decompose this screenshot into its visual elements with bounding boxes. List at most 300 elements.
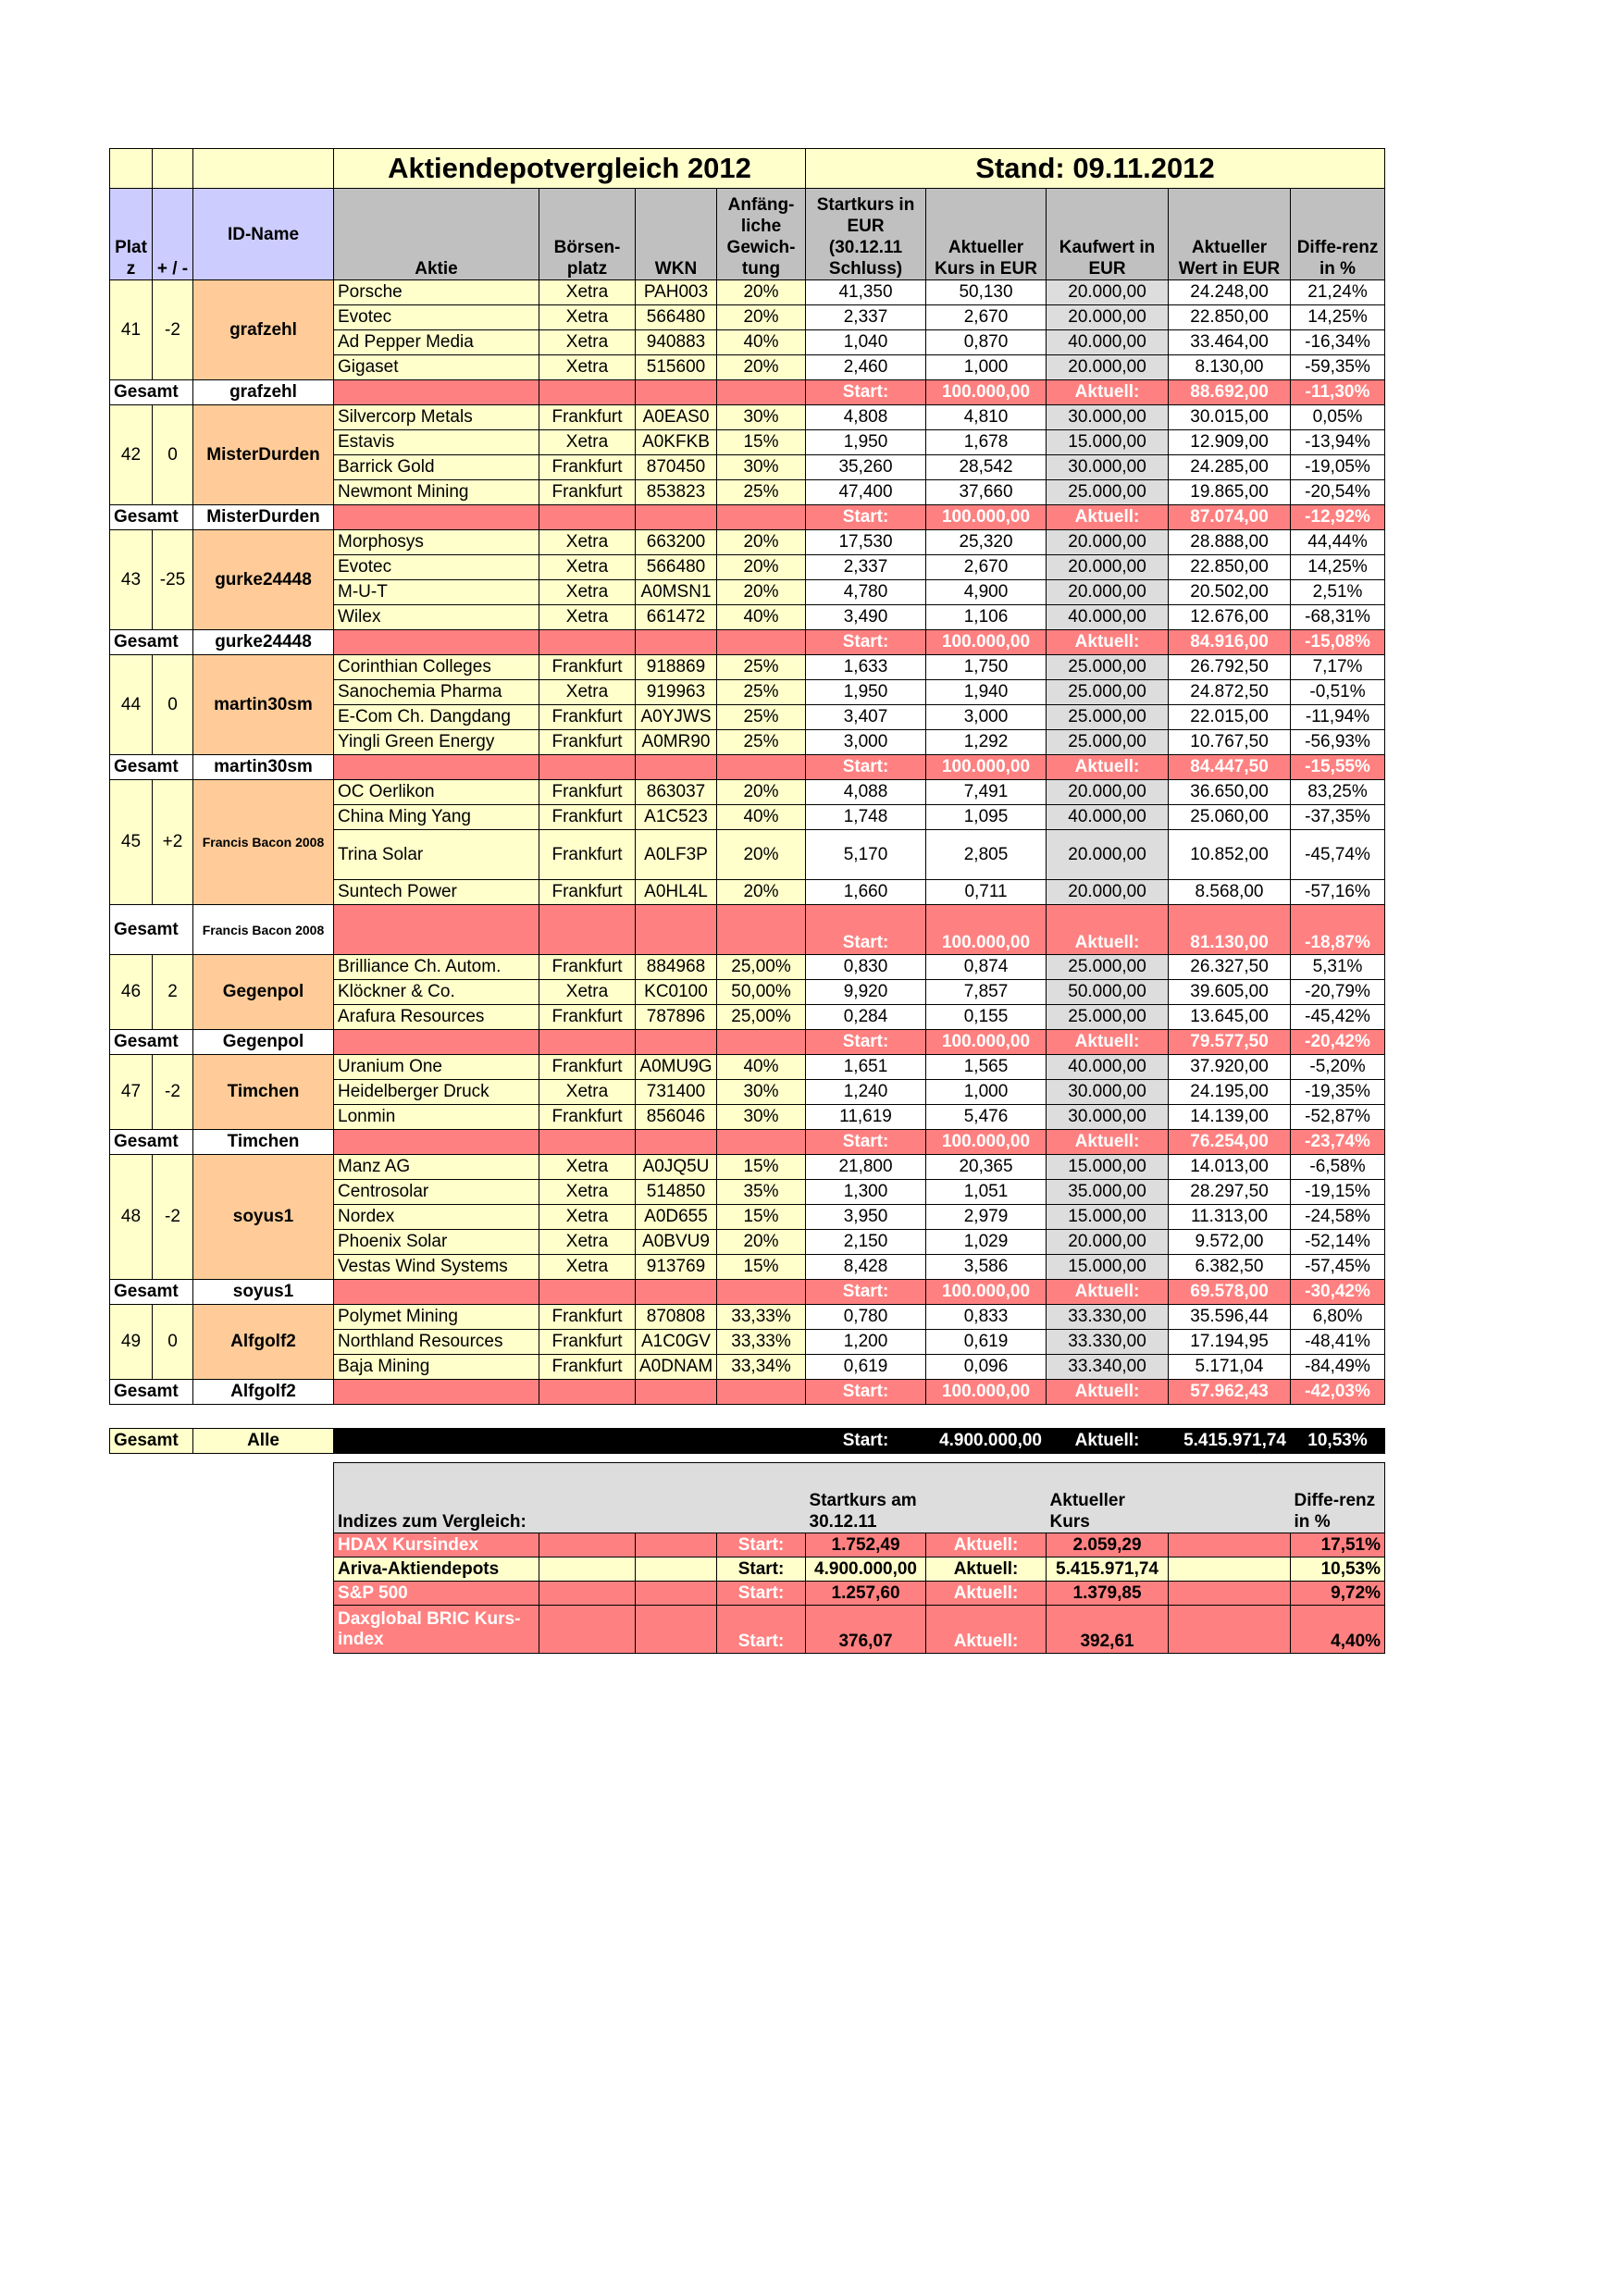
boersenplatz-cell: Frankfurt [539,1330,636,1355]
wkn-cell: 515600 [636,355,717,380]
aktie-cell: Evotec [334,555,539,580]
boersenplatz-cell: Xetra [539,355,636,380]
aktueller-kurs-cell: 1,029 [926,1230,1047,1255]
platz-cell: 48 [110,1155,153,1280]
start-label: Start: [806,630,926,655]
kaufwert-cell: 20.000,00 [1047,780,1169,805]
gewichtung-cell: 20% [717,1230,806,1255]
differenz-cell: -48,41% [1291,1330,1385,1355]
start-label: Start: [806,505,926,530]
aktueller-kurs-cell: 28,542 [926,455,1047,480]
aktie-cell: Wilex [334,605,539,630]
aktie-cell: Arafura Resources [334,1005,539,1030]
differenz-cell: -56,93% [1291,730,1385,755]
aktie-cell: Klöckner & Co. [334,980,539,1005]
index-aktuell-value: 5.415.971,74 [1047,1558,1169,1582]
depot-total-row [110,1130,1385,1155]
boersenplatz-cell: Frankfurt [539,455,636,480]
gewichtung-cell: 20% [717,305,806,330]
empty-cell [539,1280,636,1305]
aktie-cell: Yingli Green Energy [334,730,539,755]
total-start-value: 100.000,00 [926,1030,1047,1055]
kaufwert-cell: 15.000,00 [1047,1155,1169,1180]
boersenplatz-cell: Xetra [539,1180,636,1205]
depot-total-row [110,1280,1385,1305]
empty-cell [539,1606,636,1654]
boersenplatz-cell: Frankfurt [539,805,636,830]
aktueller-kurs-cell: 20,365 [926,1155,1047,1180]
depot-comparison-table [109,148,1385,1454]
differenz-cell: 2,51% [1291,580,1385,605]
differenz-cell: -13,94% [1291,430,1385,455]
gewichtung-cell: 20% [717,355,806,380]
startkurs-cell: 3,407 [806,705,926,730]
empty-cell [539,1582,636,1606]
grand-start-label: Start: [806,1429,926,1454]
startkurs-cell: 9,920 [806,980,926,1005]
total-aktuell-value: 81.130,00 [1169,905,1291,955]
depot-name-cell: Gegenpol [193,955,334,1030]
aktie-cell: Gigaset [334,355,539,380]
gewichtung-cell: 25% [717,705,806,730]
kaufwert-cell: 20.000,00 [1047,305,1169,330]
aktueller-kurs-cell: 2,805 [926,830,1047,880]
aktueller-kurs-cell: 0,155 [926,1005,1047,1030]
aktueller-wert-cell: 37.920,00 [1169,1055,1291,1080]
empty-cell [539,630,636,655]
startkurs-cell: 0,619 [806,1355,926,1380]
aktuell-label: Aktuell: [1047,1280,1169,1305]
empty-cell [717,1130,806,1155]
empty-cell [539,1380,636,1405]
aktueller-wert-cell: 33.464,00 [1169,330,1291,355]
wkn-cell: 663200 [636,530,717,555]
kaufwert-cell: 20.000,00 [1047,1230,1169,1255]
empty-cell [334,1030,539,1055]
aktueller-wert-cell: 26.327,50 [1169,955,1291,980]
empty-cell [636,505,717,530]
gewichtung-cell: 33,33% [717,1305,806,1330]
wkn-cell: 940883 [636,330,717,355]
startkurs-cell: 1,300 [806,1180,926,1205]
wkn-cell: A1C523 [636,805,717,830]
index-comparison-table [333,1462,1385,1654]
col-differenz: Diffe-renz in % [1291,189,1385,280]
startkurs-cell: 2,150 [806,1230,926,1255]
depot-total-row [110,905,1385,955]
stock-row [110,1305,1385,1330]
wkn-cell: 918869 [636,655,717,680]
startkurs-cell: 1,748 [806,805,926,830]
boersenplatz-cell: Xetra [539,605,636,630]
depot-name-total: gurke24448 [193,630,334,655]
empty-cell [636,1130,717,1155]
aktueller-wert-cell: 24.872,50 [1169,680,1291,705]
aktie-cell: Porsche [334,280,539,305]
aktie-cell: Silvercorp Metals [334,405,539,430]
kaufwert-cell: 50.000,00 [1047,980,1169,1005]
index-start-label: Start: [717,1606,806,1654]
differenz-cell: 14,25% [1291,555,1385,580]
grand-aktuell-value: 5.415.971,74 [1169,1429,1291,1454]
gewichtung-cell: 15% [717,1155,806,1180]
total-aktuell-value: 79.577,50 [1169,1030,1291,1055]
start-label: Start: [806,1380,926,1405]
depot-name-cell: Francis Bacon 2008 [193,780,334,905]
depot-name-cell: martin30sm [193,655,334,755]
wkn-cell: 566480 [636,555,717,580]
kaufwert-cell: 33.330,00 [1047,1305,1169,1330]
differenz-cell: -11,94% [1291,705,1385,730]
gewichtung-cell: 35% [717,1180,806,1205]
aktueller-wert-cell: 20.502,00 [1169,580,1291,605]
index-name-cell: Daxglobal BRIC Kurs-index [334,1606,539,1654]
stock-row [110,780,1385,805]
gesamt-label: Gesamt [110,505,193,530]
boersenplatz-cell: Xetra [539,530,636,555]
kaufwert-cell: 40.000,00 [1047,330,1169,355]
kaufwert-cell: 25.000,00 [1047,1005,1169,1030]
gesamt-label: Gesamt [110,905,193,955]
index-row [334,1558,1385,1582]
gewichtung-cell: 25% [717,680,806,705]
total-start-value: 100.000,00 [926,1280,1047,1305]
aktie-cell: E-Com Ch. Dangdang [334,705,539,730]
startkurs-cell: 1,633 [806,655,926,680]
aktueller-wert-cell: 8.130,00 [1169,355,1291,380]
aktueller-wert-cell: 9.572,00 [1169,1230,1291,1255]
differenz-cell: -0,51% [1291,680,1385,705]
aktueller-kurs-cell: 0,874 [926,955,1047,980]
aktueller-wert-cell: 22.850,00 [1169,305,1291,330]
aktueller-kurs-cell: 4,810 [926,405,1047,430]
empty-cell [539,1533,636,1558]
index-row [334,1533,1385,1558]
aktuell-label: Aktuell: [1047,630,1169,655]
startkurs-cell: 1,950 [806,430,926,455]
gewichtung-cell: 30% [717,1105,806,1130]
index-start-label: Start: [717,1558,806,1582]
boersenplatz-cell: Xetra [539,680,636,705]
aktueller-wert-cell: 6.382,50 [1169,1255,1291,1280]
boersenplatz-cell: Xetra [539,305,636,330]
empty-cell [539,905,636,955]
total-diff-value: -18,87% [1291,905,1385,955]
aktie-cell: Barrick Gold [334,455,539,480]
boersenplatz-cell: Xetra [539,1230,636,1255]
startkurs-cell: 41,350 [806,280,926,305]
aktueller-wert-cell: 19.865,00 [1169,480,1291,505]
aktueller-kurs-cell: 0,711 [926,880,1047,905]
kaufwert-cell: 20.000,00 [1047,555,1169,580]
startkurs-cell: 35,260 [806,455,926,480]
depot-name-total: Timchen [193,1130,334,1155]
boersenplatz-cell: Xetra [539,430,636,455]
page-title: Aktiendepotvergleich 2012 [334,149,806,189]
differenz-cell: -57,16% [1291,880,1385,905]
change-cell: -2 [153,280,193,380]
depot-name-cell: MisterDurden [193,405,334,505]
empty-cell [334,1280,539,1305]
aktie-cell: OC Oerlikon [334,780,539,805]
depot-name-cell: soyus1 [193,1155,334,1280]
col-aktueller-wert: Aktueller Wert in EUR [1169,189,1291,280]
gewichtung-cell: 20% [717,530,806,555]
gewichtung-cell: 30% [717,1080,806,1105]
kaufwert-cell: 25.000,00 [1047,655,1169,680]
aktueller-wert-cell: 24.285,00 [1169,455,1291,480]
aktuell-label: Aktuell: [1047,505,1169,530]
aktueller-wert-cell: 17.194,95 [1169,1330,1291,1355]
startkurs-cell: 3,950 [806,1205,926,1230]
empty-cell [636,380,717,405]
depot-total-row [110,505,1385,530]
total-aktuell-value: 76.254,00 [1169,1130,1291,1155]
wkn-cell: PAH003 [636,280,717,305]
aktueller-kurs-cell: 1,000 [926,355,1047,380]
index-start-value: 376,07 [806,1606,926,1654]
depot-total-row [110,1030,1385,1055]
aktie-cell: Estavis [334,430,539,455]
boersenplatz-cell: Frankfurt [539,1005,636,1030]
grand-total-row [110,1429,1385,1454]
wkn-cell: 514850 [636,1180,717,1205]
empty-cell [636,905,717,955]
kaufwert-cell: 30.000,00 [1047,1105,1169,1130]
boersenplatz-cell: Xetra [539,555,636,580]
aktueller-wert-cell: 28.297,50 [1169,1180,1291,1205]
differenz-cell: -57,45% [1291,1255,1385,1280]
stock-row [110,1055,1385,1080]
wkn-cell: 566480 [636,305,717,330]
total-diff-value: -20,42% [1291,1030,1385,1055]
index-aktuell-value: 392,61 [1047,1606,1169,1654]
col-aktueller-kurs: Aktueller Kurs in EUR [926,189,1047,280]
total-aktuell-value: 88.692,00 [1169,380,1291,405]
empty-cell [334,755,539,780]
aktie-cell: Manz AG [334,1155,539,1180]
index-header-row [334,1463,1385,1533]
index-name-cell: S&P 500 [334,1582,539,1606]
total-diff-value: -23,74% [1291,1130,1385,1155]
start-label: Start: [806,1030,926,1055]
kaufwert-cell: 40.000,00 [1047,805,1169,830]
total-diff-value: -30,42% [1291,1280,1385,1305]
boersenplatz-cell: Xetra [539,1255,636,1280]
startkurs-cell: 4,088 [806,780,926,805]
start-label: Start: [806,905,926,955]
wkn-cell: 853823 [636,480,717,505]
aktie-cell: Corinthian Colleges [334,655,539,680]
gewichtung-cell: 40% [717,605,806,630]
index-start-value: 1.752,49 [806,1533,926,1558]
depot-name-total: Alfgolf2 [193,1380,334,1405]
total-diff-value: -15,08% [1291,630,1385,655]
wkn-cell: A1C0GV [636,1330,717,1355]
aktueller-wert-cell: 8.568,00 [1169,880,1291,905]
gewichtung-cell: 33,34% [717,1355,806,1380]
aktueller-kurs-cell: 5,476 [926,1105,1047,1130]
depot-name-total: MisterDurden [193,505,334,530]
differenz-cell: 6,80% [1291,1305,1385,1330]
platz-cell: 44 [110,655,153,755]
gewichtung-cell: 25% [717,655,806,680]
aktie-cell: Lonmin [334,1105,539,1130]
gesamt-label: Gesamt [110,1380,193,1405]
startkurs-cell: 8,428 [806,1255,926,1280]
gesamt-label: Gesamt [110,755,193,780]
empty-cell [539,380,636,405]
aktueller-kurs-cell: 3,000 [926,705,1047,730]
wkn-cell: 731400 [636,1080,717,1105]
col-boersenplatz: Börsen-platz [539,189,636,280]
startkurs-cell: 1,651 [806,1055,926,1080]
gewichtung-cell: 25,00% [717,1005,806,1030]
wkn-cell: 787896 [636,1005,717,1030]
empty-cell [334,630,539,655]
aktie-cell: M-U-T [334,580,539,605]
empty-cell [717,1380,806,1405]
kaufwert-cell: 40.000,00 [1047,1055,1169,1080]
wkn-cell: A0EAS0 [636,405,717,430]
total-diff-value: -11,30% [1291,380,1385,405]
aktueller-kurs-cell: 0,870 [926,330,1047,355]
wkn-cell: A0YJWS [636,705,717,730]
differenz-cell: 5,31% [1291,955,1385,980]
aktueller-wert-cell: 24.248,00 [1169,280,1291,305]
wkn-cell: 884968 [636,955,717,980]
platz-cell: 42 [110,405,153,505]
aktie-cell: Uranium One [334,1055,539,1080]
empty-cell [636,1280,717,1305]
wkn-cell: 856046 [636,1105,717,1130]
startkurs-cell: 1,660 [806,880,926,905]
index-row [334,1582,1385,1606]
differenz-cell: -52,87% [1291,1105,1385,1130]
depot-name-total: soyus1 [193,1280,334,1305]
col-kaufwert: Kaufwert in EUR [1047,189,1169,280]
boersenplatz-cell: Xetra [539,580,636,605]
aktueller-kurs-cell: 2,670 [926,555,1047,580]
wkn-cell: 870808 [636,1305,717,1330]
aktueller-wert-cell: 12.676,00 [1169,605,1291,630]
startkurs-cell: 0,284 [806,1005,926,1030]
platz-cell: 41 [110,280,153,380]
depot-name-cell: grafzehl [193,280,334,380]
aktie-cell: China Ming Yang [334,805,539,830]
gesamt-label: Gesamt [110,380,193,405]
differenz-cell: -52,14% [1291,1230,1385,1255]
empty-cell [636,1606,717,1654]
empty-cell [717,380,806,405]
boersenplatz-cell: Frankfurt [539,1105,636,1130]
boersenplatz-cell: Frankfurt [539,880,636,905]
total-start-value: 100.000,00 [926,1130,1047,1155]
empty-cell [334,1130,539,1155]
depot-name-cell: gurke24448 [193,530,334,630]
empty-cell [539,1558,636,1582]
empty-cell [334,380,539,405]
differenz-cell: 44,44% [1291,530,1385,555]
index-aktuell-label: Aktuell: [926,1606,1047,1654]
kaufwert-cell: 30.000,00 [1047,405,1169,430]
differenz-cell: 83,25% [1291,780,1385,805]
total-aktuell-value: 84.916,00 [1169,630,1291,655]
aktueller-kurs-cell: 0,619 [926,1330,1047,1355]
col-platz: Plat z [110,189,153,280]
col-startkurs: Startkurs in EUR (30.12.11 Schluss) [806,189,926,280]
aktueller-wert-cell: 30.015,00 [1169,405,1291,430]
total-diff-value: -42,03% [1291,1380,1385,1405]
index-diff-value: 10,53% [1291,1558,1385,1582]
stock-row [110,405,1385,430]
aktueller-wert-cell: 11.313,00 [1169,1205,1291,1230]
index-start-label: Start: [717,1582,806,1606]
boersenplatz-cell: Frankfurt [539,830,636,880]
aktie-cell: Polymet Mining [334,1305,539,1330]
differenz-cell: -84,49% [1291,1355,1385,1380]
kaufwert-cell: 20.000,00 [1047,355,1169,380]
wkn-cell: A0KFKB [636,430,717,455]
total-aktuell-value: 57.962,43 [1169,1380,1291,1405]
col-change: + / - [153,189,193,280]
startkurs-cell: 3,000 [806,730,926,755]
change-cell: +2 [153,780,193,905]
startkurs-cell: 0,830 [806,955,926,980]
aktueller-wert-cell: 14.139,00 [1169,1105,1291,1130]
gewichtung-cell: 40% [717,1055,806,1080]
boersenplatz-cell: Frankfurt [539,705,636,730]
empty-cell [717,630,806,655]
aktuell-label: Aktuell: [1047,380,1169,405]
startkurs-cell: 1,950 [806,680,926,705]
aktueller-kurs-cell: 1,940 [926,680,1047,705]
aktie-cell: Baja Mining [334,1355,539,1380]
stock-row [110,280,1385,305]
index-diff-value: 17,51% [1291,1533,1385,1558]
boersenplatz-cell: Frankfurt [539,780,636,805]
gewichtung-cell: 50,00% [717,980,806,1005]
aktie-cell: Ad Pepper Media [334,330,539,355]
differenz-cell: -20,79% [1291,980,1385,1005]
aktueller-kurs-cell: 2,979 [926,1205,1047,1230]
gewichtung-cell: 25,00% [717,955,806,980]
aktuell-label: Aktuell: [1047,905,1169,955]
kaufwert-cell: 25.000,00 [1047,955,1169,980]
change-cell: -2 [153,1055,193,1130]
startkurs-cell: 11,619 [806,1105,926,1130]
total-diff-value: -15,55% [1291,755,1385,780]
boersenplatz-cell: Frankfurt [539,480,636,505]
startkurs-cell: 0,780 [806,1305,926,1330]
boersenplatz-cell: Frankfurt [539,655,636,680]
differenz-cell: -45,74% [1291,830,1385,880]
empty-cell [539,755,636,780]
startkurs-cell: 21,800 [806,1155,926,1180]
depot-total-row [110,380,1385,405]
kaufwert-cell: 40.000,00 [1047,605,1169,630]
startkurs-cell: 4,780 [806,580,926,605]
gewichtung-cell: 40% [717,805,806,830]
grand-alle-label: Alle [193,1429,334,1454]
aktueller-wert-cell: 28.888,00 [1169,530,1291,555]
total-aktuell-value: 84.447,50 [1169,755,1291,780]
col-aktie: Aktie [334,189,539,280]
empty-cell [717,755,806,780]
differenz-cell: -19,35% [1291,1080,1385,1105]
index-diff-value: 4,40% [1291,1606,1385,1654]
startkurs-cell: 1,240 [806,1080,926,1105]
